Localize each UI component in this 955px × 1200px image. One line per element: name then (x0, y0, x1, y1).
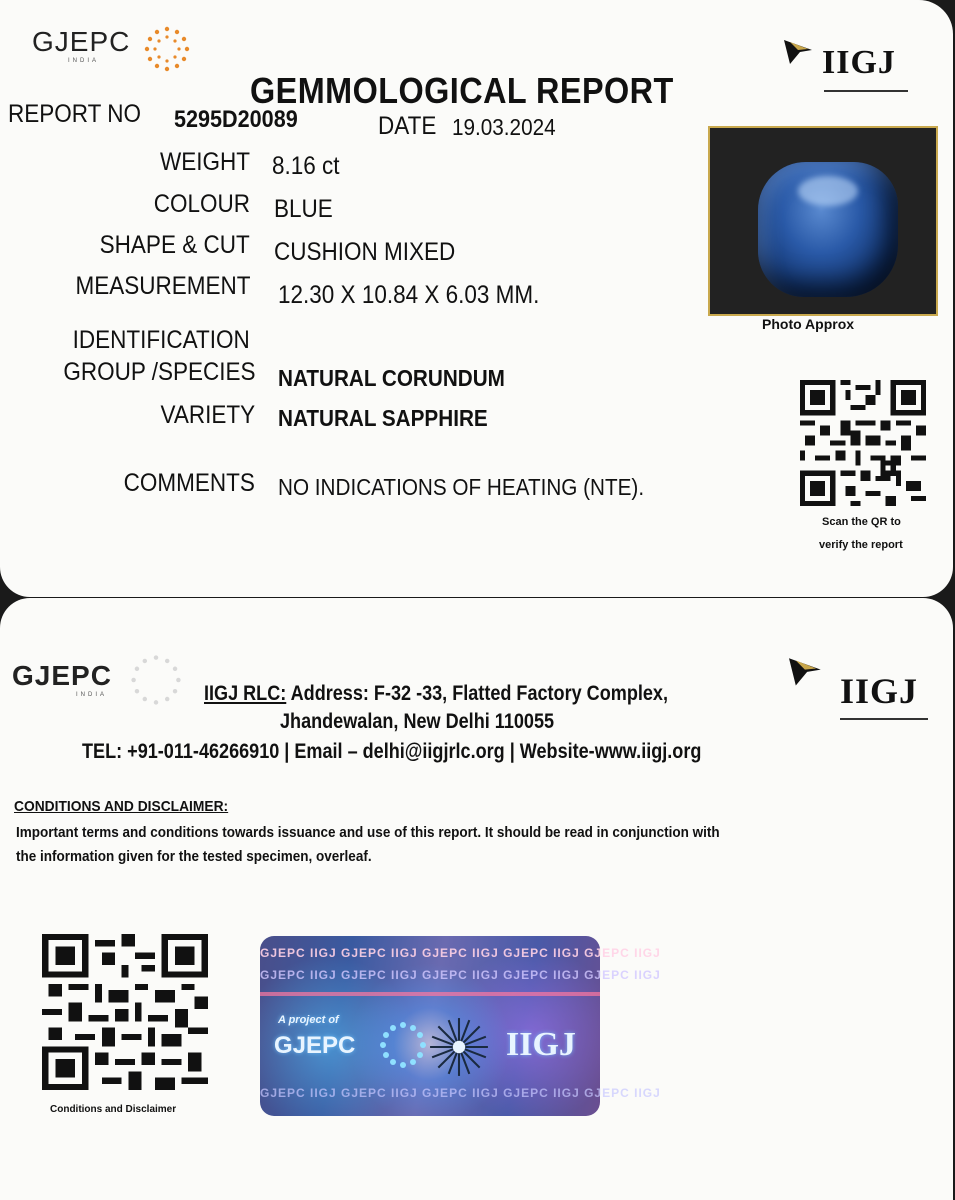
hologram-iigj-text: IIGJ (506, 1026, 576, 1063)
report-no-value: 5295D20089 (174, 106, 298, 133)
qr-caption-line-1: Scan the QR to (822, 516, 901, 528)
shape-cut-label: SHAPE & CUT (99, 231, 250, 259)
date-value: 19.03.2024 (452, 114, 556, 140)
colour-label: COLOUR (153, 190, 250, 218)
hologram-gjepc-text: GJEPC (274, 1032, 356, 1059)
conditions-line-2: the information given for the tested specimen, overleaf. (16, 848, 372, 865)
weight-label: WEIGHT (160, 148, 250, 176)
address-prefix: IIGJ RLC: (204, 682, 287, 705)
conditions-qr-caption: Conditions and Disclaimer (50, 1104, 177, 1115)
address-text: Address: F-32 -33, Flatted Factory Complex, (286, 682, 668, 705)
qr-caption-line-2: verify the report (819, 539, 903, 551)
photo-caption: Photo Approx (762, 316, 855, 332)
gjepc-sunburst-icon (142, 24, 192, 74)
comments-label: COMMENTS (123, 469, 255, 497)
contact-line: TEL: +91-011-46266910 | Email – delhi@iigjrlc.org | Website-www.iigj.org (82, 740, 702, 763)
report-back-card: GJEPC INDIA IIGJ IIGJ RLC: Address: F-32 -33, Flatted Factory Complex, Jhandewalan, New Delhi 110055 TEL: +91-011-46266910 | Email – delhi@iigjrlc.org | Website-www.iigj.org CONDITIONS AND DISCLAIMER: Important terms and conditions towards issuance and use of this report. It should be read in conjunction with the information given for the tested specimen, overleaf. Conditions and Disclaimer GJEPC IIGJ GJEPC IIGJ GJEPC IIGJ GJEPC IIGJ GJEPC IIGJ GJEPC IIGJ GJEPC IIGJ GJEPC IIGJ GJEPC IIGJ GJEPC IIGJ A project of GJEPC IIGJ GJEPC IIGJ GJEPC IIGJ GJEPC IIGJ GJEPC IIGJ GJEPC IIGJ (0, 598, 953, 1200)
variety-label: VARIETY (160, 401, 255, 429)
group-species-label: GROUP /SPECIES (62, 358, 255, 386)
group-species-value: NATURAL CORUNDUM (278, 365, 505, 391)
gem-photo (708, 126, 938, 316)
hologram-starburst-icon (428, 1016, 490, 1078)
comments-value: NO INDICATIONS OF HEATING (NTE). (278, 474, 645, 500)
shape-cut-value: CUSHION MIXED (274, 238, 456, 266)
gjepc-logo: GJEPC INDIA (32, 26, 131, 64)
iigj-arrow-icon (782, 38, 816, 68)
variety-value: NATURAL SAPPHIRE (278, 405, 488, 431)
measurement-value: 12.30 X 10.84 X 6.03 MM. (278, 281, 540, 309)
iigj-arrow-back-icon (786, 656, 826, 690)
hologram-project-text: A project of (278, 1014, 339, 1026)
date-label: DATE (378, 112, 437, 140)
hologram-sunburst-icon (378, 1020, 428, 1070)
hologram-stripe (260, 992, 600, 996)
colour-value: BLUE (274, 195, 333, 223)
report-front-card: GJEPC INDIA IIGJ GEMMOLOGICAL REPORT REPORT NO 5295D20089 DATE 19.03.2024 WEIGHT 8.16 ct COLOUR BLUE SHAPE & CUT CUSHION MIXED MEASUREMENT 12.30 X 10.84 X 6.03 MM. IDENTIFICATION GROUP /SPECIES NATURAL CORUNDUM VARIETY NATURAL SAPPHIRE COMMENTS NO INDICATIONS OF HEATING (NTE). Photo Approx Scan the QR to verify the report (0, 0, 953, 597)
gjepc-sunburst-back-icon (128, 652, 184, 708)
verify-qr-icon (800, 380, 926, 506)
iigj-underline (824, 90, 908, 92)
weight-value: 8.16 ct (272, 152, 340, 180)
hologram-band-second: GJEPC IIGJ GJEPC IIGJ GJEPC IIGJ GJEPC IIGJ GJEPC IIGJ (260, 968, 661, 982)
iigj-underline-back (840, 718, 928, 720)
hologram-band-top: GJEPC IIGJ GJEPC IIGJ GJEPC IIGJ GJEPC IIGJ GJEPC IIGJ (260, 946, 661, 960)
report-title: GEMMOLOGICAL REPORT (250, 70, 674, 111)
address-line-2: Jhandewalan, New Delhi 110055 (280, 710, 555, 733)
sapphire-image (758, 162, 898, 297)
hologram-band-bottom: GJEPC IIGJ GJEPC IIGJ GJEPC IIGJ GJEPC IIGJ GJEPC IIGJ (260, 1086, 661, 1100)
measurement-label: MEASUREMENT (74, 272, 250, 300)
security-hologram (260, 936, 661, 1116)
conditions-title: CONDITIONS AND DISCLAIMER: (14, 798, 229, 815)
report-no-label: REPORT NO (8, 100, 141, 128)
gjepc-logo-back: GJEPC INDIA (12, 660, 112, 698)
address-line-1 (204, 682, 668, 706)
conditions-line-1: Important terms and conditions towards issuance and use of this report. It should be read in conjunction with (16, 824, 720, 841)
identification-label: IDENTIFICATION (72, 326, 250, 354)
conditions-qr-icon (42, 934, 208, 1090)
